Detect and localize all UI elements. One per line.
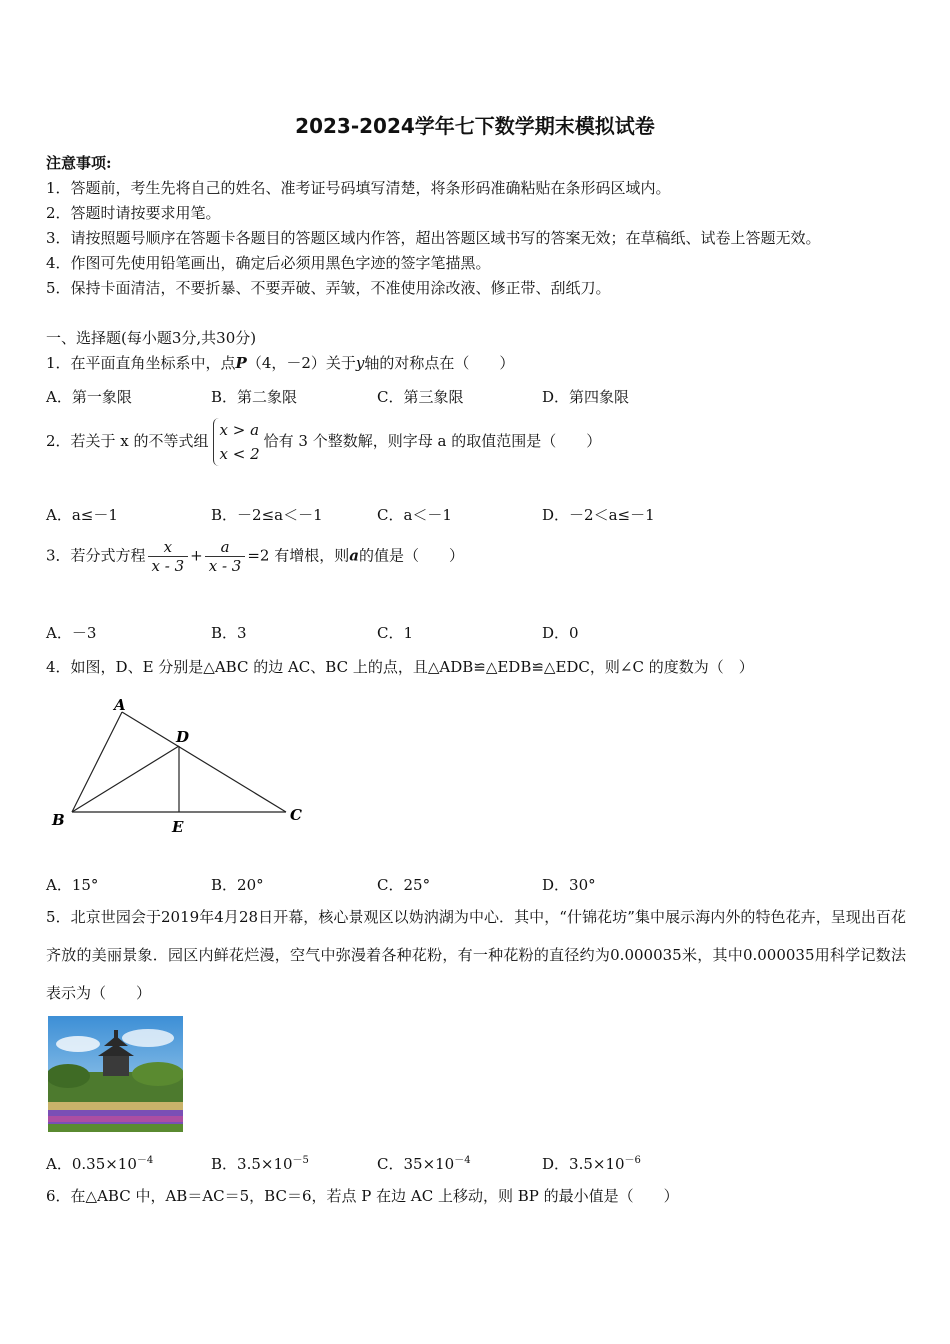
label-e: E [172,818,184,836]
q5-option-c-exp: －4 [454,1155,471,1166]
q4-option-c: C．25° [377,876,431,894]
q2-option-c: C．a＜－1 [377,506,452,524]
edge-ac [122,712,286,812]
note-item: 5．保持卡面清洁，不要折暴、不要弄破、弄皱，不准使用涂改液、修正带、刮纸刀。 [46,279,611,297]
q5-option-c-base: C．35×10 [377,1155,455,1173]
triangle-figure [46,690,326,840]
q5-option-b-base: B．3.5×10 [211,1155,293,1173]
q3-option-b: B．3 [211,624,247,642]
q5-option-d-exp: －6 [624,1155,641,1166]
q3-frac1-numerator: x [163,538,173,556]
q1-text-c: 轴的对称点在（ ） [364,354,515,372]
label-c: C [290,806,302,824]
q2-option-d: D．－2＜a≤－1 [542,506,655,524]
question-4: 4．如图，D、E 分别是△ABC 的边 AC、BC 上的点，且△ADB≌△EDB≌△EDC，则∠C 的度数为（ ） [46,658,754,676]
label-d: D [176,728,190,746]
q1-text-a: 1．在平面直角坐标系中，点 [46,354,236,372]
q3-option-d: D．0 [542,624,579,642]
q2-text-a: 2．若关于 x 的不等式组 [46,432,209,450]
q1-option-a: A．第一象限 [46,388,132,406]
q1-axis: y [355,354,365,372]
q3-plus: + [190,546,203,565]
q4-option-d: D．30° [542,876,596,894]
q1-option-c: C．第三象限 [377,388,464,406]
q2-text-b: 恰有 3 个整数解，则字母 a 的取值范围是（ ） [263,432,602,450]
question-3 [46,538,464,575]
note-item: 2．答题时请按要求用笔。 [46,204,221,222]
note-item: 3．请按照题号顺序在答题卡各题目的答题区域内作答，超出答题区域书写的答案无效；在草稿纸、试卷上答题无效。 [46,229,821,247]
q3-frac2-numerator: a [220,538,230,556]
q4-option-b: B．20° [211,876,264,894]
q1-point: P [235,354,247,372]
notes-heading: 注意事项: [46,154,112,172]
q3-text-b: 有增根，则 [274,546,350,565]
q3-var: a [349,546,359,565]
question-5: 5．北京世园会于2019年4月28日开幕，核心景观区以妫汭湖为中心．其中，“什锦花坊”集中展示海内外的特色花卉，呈现出百花齐放的美丽景象．园区内鲜花烂漫，空气中弥漫着各种花粉，有一种花粉的直径约为0.000035米，其中0.000035用科学记数法表示为（ ） [46,908,906,1002]
q3-option-a: A．－3 [46,624,97,642]
note-item: 4．作图可先使用铅笔画出，确定后必须用黑色字迹的签字笔描黑。 [46,254,491,272]
q3-fraction-1 [148,538,189,575]
q5-option-a [46,1151,153,1174]
garden-photo [48,1016,183,1132]
q3-text-c: 的值是（ ） [359,546,465,565]
q5-option-b [211,1151,309,1174]
question-1 [46,352,514,373]
q2-ineq-2: x < 2 [219,445,260,463]
q1-option-b: B．第二象限 [211,388,298,406]
q1-option-d: D．第四象限 [542,388,630,406]
q3-option-c: C．1 [377,624,414,642]
q5-option-a-exp: －4 [136,1155,154,1166]
q2-ineq-1: x > a [219,421,260,439]
q2-option-a: A．a≤－1 [46,506,118,524]
q2-option-b: B．－2≤a＜－1 [211,506,323,524]
label-a: A [114,696,126,714]
q5-option-d [542,1151,641,1174]
q3-text-a: 3．若分式方程 [46,546,146,565]
q3-frac2-denominator: x - 3 [205,556,246,575]
q2-inequality-system [213,418,260,466]
q4-option-a: A．15° [46,876,99,894]
q3-equals: =2 [247,546,270,565]
question-2 [46,418,601,466]
q3-frac1-denominator: x - 3 [148,556,189,575]
question-6: 6．在△ABC 中，AB＝AC＝5，BC＝6，若点 P 在边 AC 上移动，则 BP 的最小值是（ ） [46,1187,679,1205]
q5-option-a-base: A．0.35×10 [46,1155,137,1173]
q5-option-b-exp: －5 [292,1155,309,1166]
q3-fraction-2 [205,538,246,575]
note-item: 1．答题前，考生先将自己的姓名、准考证号码填写清楚，将条形码准确粘贴在条形码区域内。 [46,179,671,197]
q1-text-b: （4，－2）关于 [246,354,356,372]
page-title: 2023-2024学年七下数学期末模拟试卷 [295,114,655,138]
section-heading: 一、选择题(每小题3分,共30分) [46,329,257,347]
q5-option-d-base: D．3.5×10 [542,1155,625,1173]
label-b: B [52,811,65,829]
q5-option-c [377,1151,471,1174]
